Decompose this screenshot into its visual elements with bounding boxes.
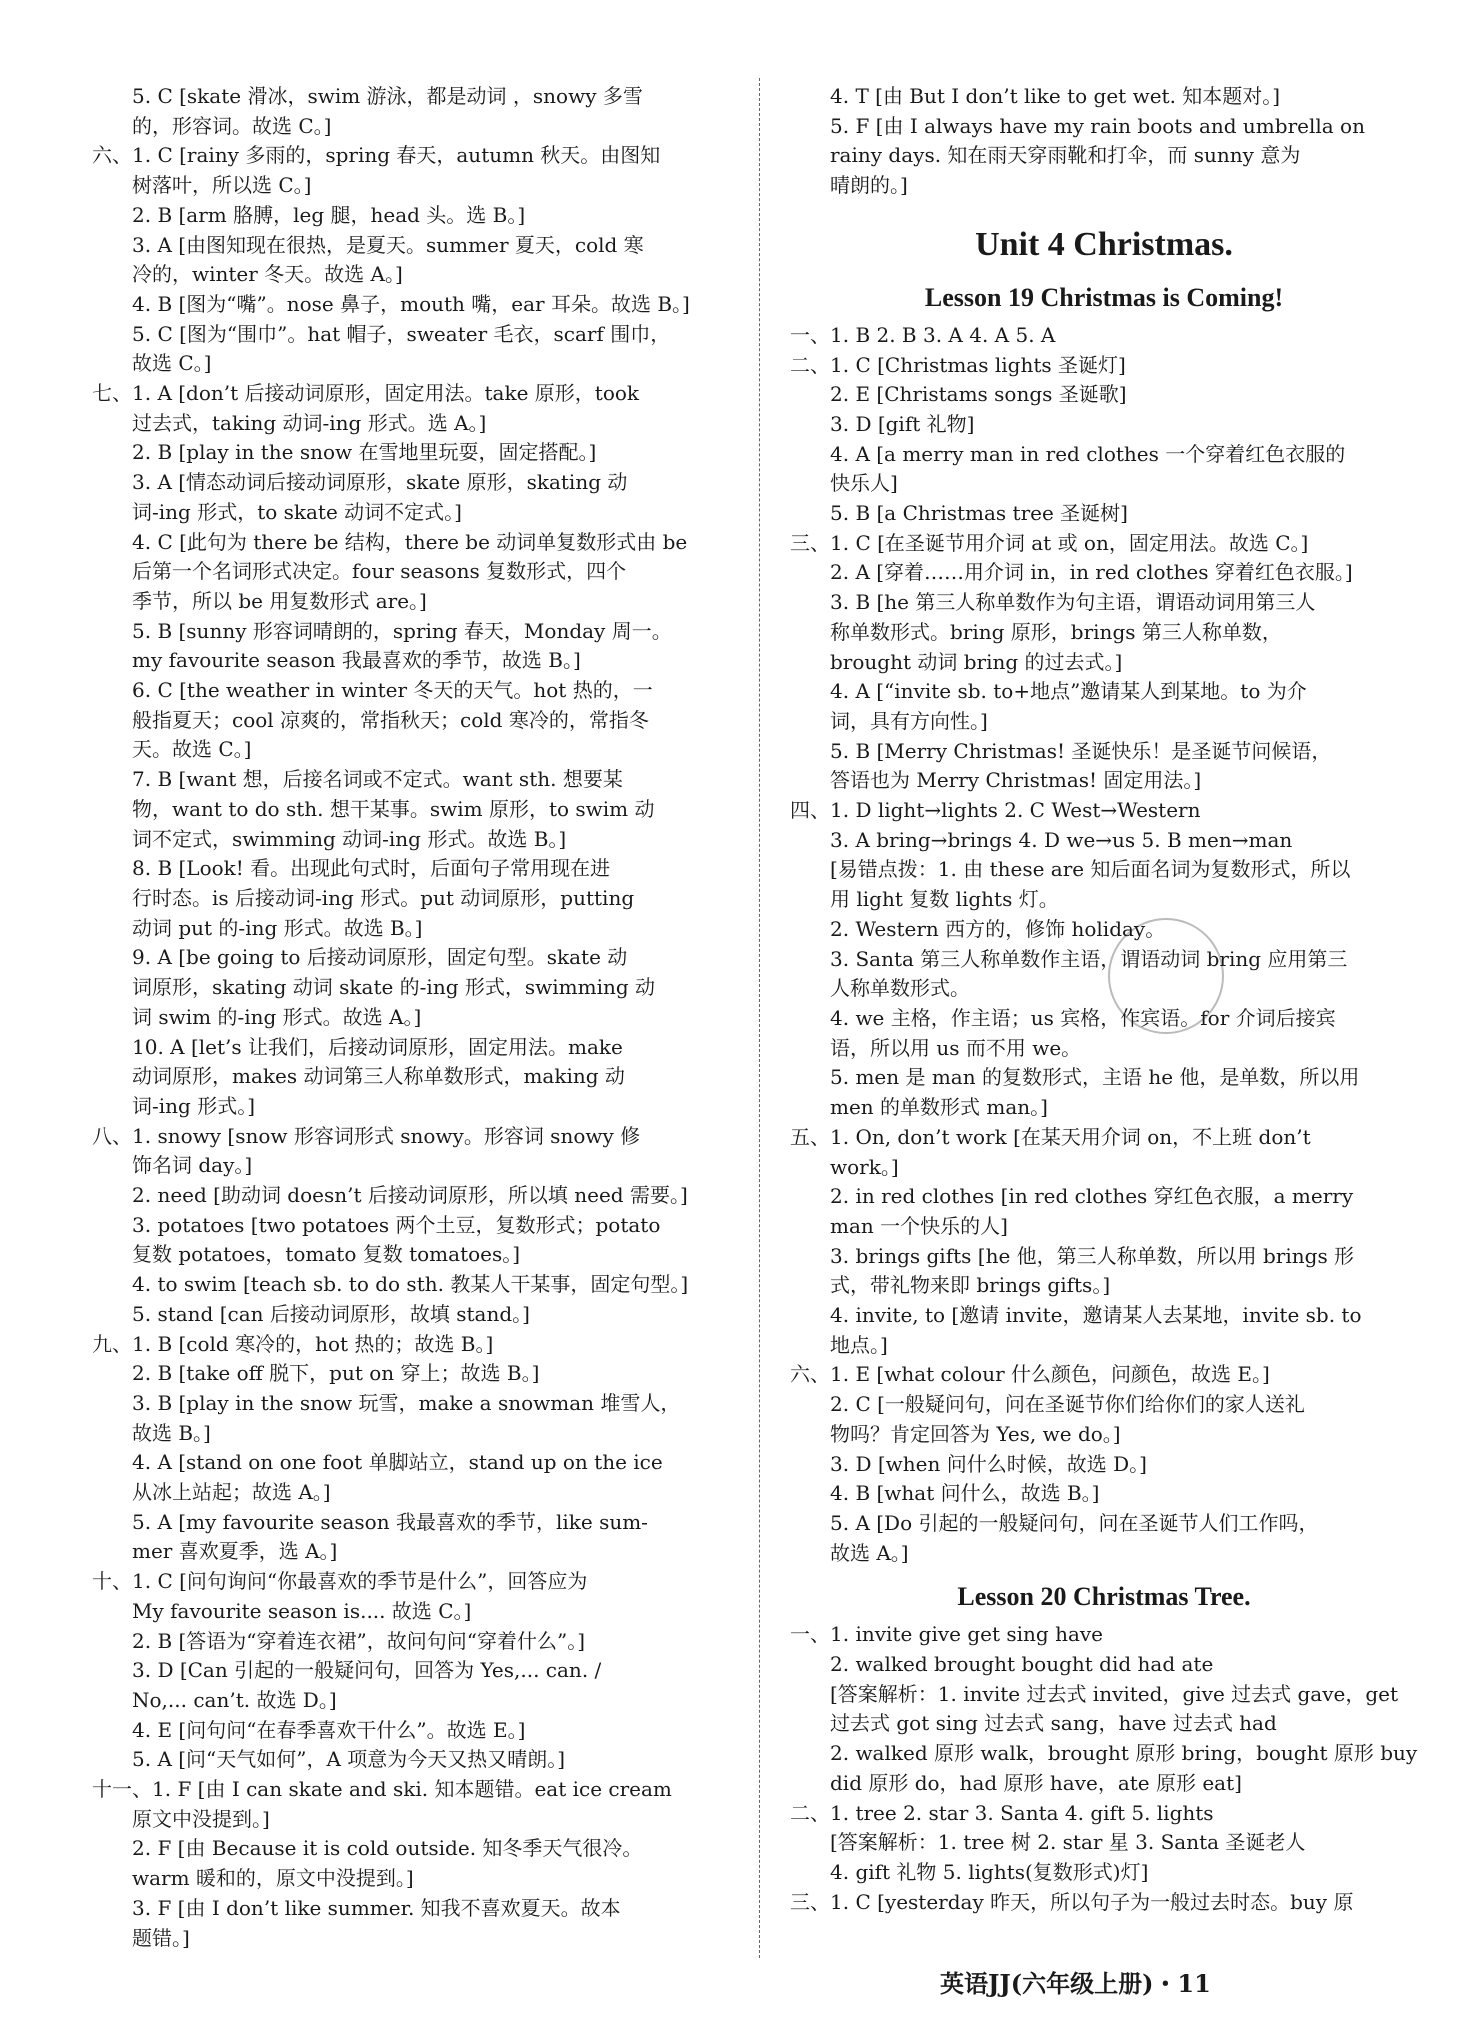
answer-line: 词-ing 形式，to skate 动词不定式。]: [92, 499, 462, 524]
answer-line: 一、1. B 2. B 3. A 4. A 5. A: [790, 322, 1056, 347]
answer-line: 动词原形，makes 动词第三人称单数形式，making 动: [92, 1064, 625, 1089]
answer-line: 语，所以用 us 而不用 we。: [790, 1035, 1082, 1060]
answer-line: 2. F [由 Because it is cold outside. 知冬季天气很冷。: [92, 1836, 643, 1861]
answer-line: 5. C [skate 滑冰，swim 游泳，都是动词 ，snowy 多雪: [92, 84, 643, 108]
answer-line: 树落叶，所以选 C。]: [92, 173, 312, 198]
answer-line: 3. B [he 第三人称单数作为句主语，谓语动词用第三人: [790, 590, 1316, 615]
answer-line: 般指夏天；cool 凉爽的，常指秋天；cold 寒冷的，常指冬: [92, 707, 649, 732]
lesson-19-title: Lesson 19 Christmas is Coming!: [924, 282, 1284, 312]
answer-line: 2. B [play in the snow 在雪地里玩耍，固定搭配。]: [92, 440, 597, 465]
answer-line: 4. A [a merry man in red clothes 一个穿着红色衣服的: [790, 441, 1346, 466]
continued-answers: [790, 82, 1418, 201]
answer-line: 5. B [Merry Christmas! 圣诞快乐！是圣诞节问候语，: [790, 738, 1332, 763]
answer-line: 故选 C。]: [92, 351, 212, 376]
answer-line: 3. F [由 I don’t like summer. 知我不喜欢夏天。故本: [92, 1895, 621, 1920]
answer-line: 5. B [sunny 形容词晴朗的，spring 春天，Monday 周一。: [92, 618, 672, 643]
answer-line: 七、1. A [don’t 后接动词原形，固定用法。take 原形，took: [92, 381, 640, 406]
answer-line: 词 swim 的-ing 形式。故选 A。]: [92, 1004, 422, 1029]
answer-line: 3. D [Can 引起的一般疑问句，回答为 Yes,... can. /: [92, 1658, 602, 1683]
page-footer: 英语JJ(六年级上册)・11: [940, 1969, 1211, 1998]
answer-line: 从冰上站起；故选 A。]: [92, 1480, 331, 1505]
unit-title: Unit 4 Christmas.: [975, 225, 1233, 263]
answer-line: 3. brings gifts [he 他，第三人称单数，所以用 brings 形: [790, 1243, 1355, 1268]
answer-line: [答案解析：1. tree 树 2. star 星 3. Santa 圣诞老人: [790, 1830, 1306, 1855]
answer-line: 4. B [what 问什么，故选 B。]: [790, 1481, 1100, 1506]
answer-line: man 一个快乐的人]: [790, 1213, 1008, 1238]
answer-line: 4. to swim [teach sb. to do sth. 教某人干某事，固定句型。]: [92, 1272, 689, 1297]
answer-line: 六、1. C [rainy 多雨的，spring 春天，autumn 秋天。由图知: [92, 143, 661, 168]
answer-line: 5. A [Do 引起的一般疑问句，问在圣诞节人们工作吗，: [790, 1510, 1319, 1535]
answer-line: 2. need [助动词 doesn’t 后接动词原形，所以填 need 需要。]: [92, 1183, 688, 1208]
answer-line: 故选 A。]: [790, 1540, 909, 1565]
answer-line: 10. A [let’s 让我们，后接动词原形，固定用法。make: [92, 1034, 623, 1059]
answer-line: 4. invite, to [邀请 invite，邀请某人去某地，invite sb. to: [790, 1303, 1362, 1328]
answer-line: 3. D [when 问什么时候，故选 D。]: [790, 1451, 1147, 1476]
answer-line: 2. B [take off 脱下，put on 穿上；故选 B。]: [92, 1361, 540, 1386]
answer-line: mer 喜欢夏季，选 A。]: [92, 1539, 338, 1564]
answer-line: 3. B [play in the snow 玩雪，make a snowman 堆雪人，: [92, 1390, 681, 1415]
answer-line: 5. A [问“天气如何”，A 项意为今天又热又晴朗。]: [92, 1747, 566, 1772]
answer-line: 答语也为 Merry Christmas! 固定用法。]: [790, 768, 1202, 793]
answer-line: my favourite season 我最喜欢的季节，故选 B。]: [92, 648, 581, 673]
answer-line: men 的单数形式 man。]: [790, 1095, 1048, 1120]
right-column: [790, 82, 1418, 1917]
answer-line: 原文中没提到。]: [92, 1806, 270, 1831]
answer-line: 十、1. C [问句询问“你最喜欢的季节是什么”，回答应为: [92, 1569, 588, 1594]
answer-line: 3. A [情态动词后接动词原形，skate 原形，skating 动: [92, 470, 628, 495]
answer-line: 9. A [be going to 后接动词原形，固定句型。skate 动: [92, 945, 628, 970]
answer-line: 4. C [此句为 there be 结构，there be 动词单复数形式由 be: [92, 529, 688, 554]
answer-line: 2. walked brought bought did had ate: [790, 1652, 1214, 1677]
answer-line: rainy days. 知在雨天穿雨靴和打伞，而 sunny 意为: [790, 143, 1301, 168]
answer-line: 5. stand [can 后接动词原形，故填 stand。]: [92, 1301, 530, 1326]
answer-line: 8. B [Look! 看。出现此句式时，后面句子常用现在进: [92, 856, 611, 881]
answer-line: 的，形容词。故选 C。]: [92, 113, 332, 138]
answer-line: 2. A [穿着……用介词 in，in red clothes 穿着红色衣服。]: [790, 560, 1353, 585]
answer-line: 2. B [arm 胳膊，leg 腿，head 头。选 B。]: [92, 202, 526, 227]
answer-line: 2. C [一般疑问句，问在圣诞节你们给你们的家人送礼: [790, 1392, 1305, 1417]
answer-line: 四、1. D light→lights 2. C West→Western: [790, 798, 1201, 823]
answer-line: 晴朗的。]: [790, 173, 908, 198]
answer-line: 六、1. E [what colour 什么颜色，问颜色，故选 E。]: [790, 1362, 1270, 1387]
answer-line: 7. B [want 想，后接名词或不定式。want sth. 想要某: [92, 767, 623, 792]
answer-line: [易错点拨：1. 由 these are 知后面名词为复数形式，所以: [790, 857, 1351, 882]
answer-line: 3. Santa 第三人称单数作主语，谓语动词 bring 应用第三: [790, 946, 1348, 971]
answer-line: 2. walked 原形 walk，brought 原形 bring，bought 原形 buy: [790, 1741, 1418, 1766]
answer-line: 冷的，winter 冬天。故选 A。]: [92, 262, 403, 287]
answer-line: 后第一个名词形式决定。four seasons 复数形式，四个: [92, 559, 627, 584]
answer-line: 2. E [Christams songs 圣诞歌]: [790, 382, 1127, 407]
answer-line: No,... can’t. 故选 D。]: [92, 1687, 337, 1712]
answer-line: 3. D [gift 礼物]: [790, 411, 975, 436]
answer-line: 5. A [my favourite season 我最喜欢的季节，like sum-: [92, 1509, 648, 1534]
answer-line: 4. we 主格，作主语；us 宾格，作宾语。for 介词后接宾: [790, 1005, 1336, 1030]
answer-line: 八、1. snowy [snow 形容词形式 snowy。形容词 snowy 修: [92, 1123, 641, 1148]
answer-line: 5. B [a Christmas tree 圣诞树]: [790, 501, 1128, 526]
answer-line: 一、1. invite give get sing have: [790, 1622, 1104, 1647]
answer-line: 快乐人]: [790, 471, 898, 496]
answer-line: 3. A bring→brings 4. D we→us 5. B men→man: [790, 827, 1293, 852]
answer-line: 复数 potatoes，tomato 复数 tomatoes。]: [92, 1242, 521, 1267]
answer-line: 5. F [由 I always have my rain boots and umbrella on: [790, 113, 1365, 138]
answer-line: 季节，所以 be 用复数形式 are。]: [92, 588, 427, 613]
answer-line: 过去式 got sing 过去式 sang，have 过去式 had: [790, 1711, 1277, 1736]
answer-line: 2. in red clothes [in red clothes 穿红色衣服，a merry: [790, 1184, 1354, 1209]
answer-line: 3. potatoes [two potatoes 两个土豆，复数形式；potato: [92, 1212, 661, 1237]
column-divider: [759, 78, 760, 1958]
answer-line: 二、1. tree 2. star 3. Santa 4. gift 5. lights: [790, 1800, 1214, 1825]
answer-line: 2. B [答语为“穿着连衣裙”，故问句问“穿着什么”。]: [92, 1628, 585, 1653]
answer-line: 词不定式，swimming 动词-ing 形式。故选 B。]: [92, 826, 567, 851]
answer-line: 4. A [“invite sb. to+地点”邀请某人到某地。to 为介: [790, 679, 1307, 704]
answer-line: 故选 B。]: [92, 1420, 211, 1445]
answer-line: My favourite season is.... 故选 C。]: [92, 1598, 472, 1623]
answer-line: 动词 put 的-ing 形式。故选 B。]: [92, 915, 423, 940]
answer-line: 题错。]: [92, 1925, 190, 1950]
answer-line: 词原形，skating 动词 skate 的-ing 形式，swimming 动: [92, 975, 656, 1000]
answer-line: 4. A [stand on one foot 单脚站立，stand up on the ice: [92, 1450, 663, 1475]
answer-line: 三、1. C [在圣诞节用介词 at 或 on，固定用法。故选 C。]: [790, 530, 1309, 555]
answer-line: 式，带礼物来即 brings gifts。]: [790, 1273, 1111, 1298]
answer-line: brought 动词 bring 的过去式。]: [790, 649, 1123, 674]
answer-line: 饰名词 day。]: [92, 1153, 253, 1178]
answer-line: 6. C [the weather in winter 冬天的天气。hot 热的，一: [92, 678, 653, 703]
answer-line: 二、1. C [Christmas lights 圣诞灯]: [790, 352, 1126, 377]
lesson-19-answers: [790, 321, 1418, 1569]
answer-line: 物吗？肯定回答为 Yes, we do。]: [790, 1421, 1121, 1446]
answer-line: 五、1. On, don’t work [在某天用介词 on，不上班 don’t: [790, 1124, 1311, 1149]
answer-line: [答案解析：1. invite 过去式 invited，give 过去式 gave，get: [790, 1681, 1399, 1706]
answer-line: 3. A [由图知现在很热，是夏天。summer 夏天，cold 寒: [92, 232, 644, 257]
answer-line: 4. E [问句问“在春季喜欢干什么”。故选 E。]: [92, 1717, 526, 1742]
answer-line: 5. men 是 man 的复数形式，主语 he 他，是单数，所以用: [790, 1065, 1360, 1090]
answer-line: 4. B [图为“嘴”。nose 鼻子，mouth 嘴，ear 耳朵。故选 B。]: [92, 291, 690, 316]
answer-line: 过去式，taking 动词-ing 形式。选 A。]: [92, 410, 487, 435]
answer-line: 称单数形式。bring 原形，brings 第三人称单数，: [790, 619, 1282, 644]
answer-line: warm 暖和的，原文中没提到。]: [92, 1866, 414, 1891]
answer-line: 4. gift 礼物 5. lights(复数形式)灯]: [790, 1859, 1149, 1884]
answer-line: 行时态。is 后接动词-ing 形式。put 动词原形，putting: [92, 885, 635, 910]
answer-line: 5. C [图为“围巾”。hat 帽子，sweater 毛衣，scarf 围巾，: [92, 321, 671, 346]
answer-line: 三、1. C [yesterday 昨天，所以句子为一般过去时态。buy 原: [790, 1889, 1354, 1914]
left-column: [92, 82, 728, 1953]
lesson-20-answers: [790, 1620, 1418, 1917]
answer-line: 十一、1. F [由 I can skate and ski. 知本题错。eat ice cream: [92, 1777, 672, 1802]
answer-line: work。]: [790, 1154, 899, 1179]
answer-line: 词，具有方向性。]: [790, 708, 988, 733]
answer-line: 用 light 复数 lights 灯。: [790, 887, 1059, 912]
answer-line: 地点。]: [790, 1332, 888, 1357]
answer-line: 天。故选 C。]: [92, 737, 252, 762]
answer-line: 人称单数形式。: [790, 976, 970, 1001]
answer-line: 九、1. B [cold 寒冷的，hot 热的；故选 B。]: [92, 1331, 494, 1356]
answer-line: 4. T [由 But I don’t like to get wet. 知本题对。]: [790, 84, 1281, 108]
answer-line: did 原形 do，had 原形 have，ate 原形 eat]: [790, 1770, 1242, 1795]
lesson-20-title: Lesson 20 Christmas Tree.: [957, 1582, 1251, 1612]
answer-line: 词-ing 形式。]: [92, 1093, 255, 1118]
answer-line: 2. Western 西方的，修饰 holiday。: [790, 916, 1166, 941]
answer-line: 物，want to do sth. 想干某事。swim 原形，to swim 动: [92, 796, 655, 821]
